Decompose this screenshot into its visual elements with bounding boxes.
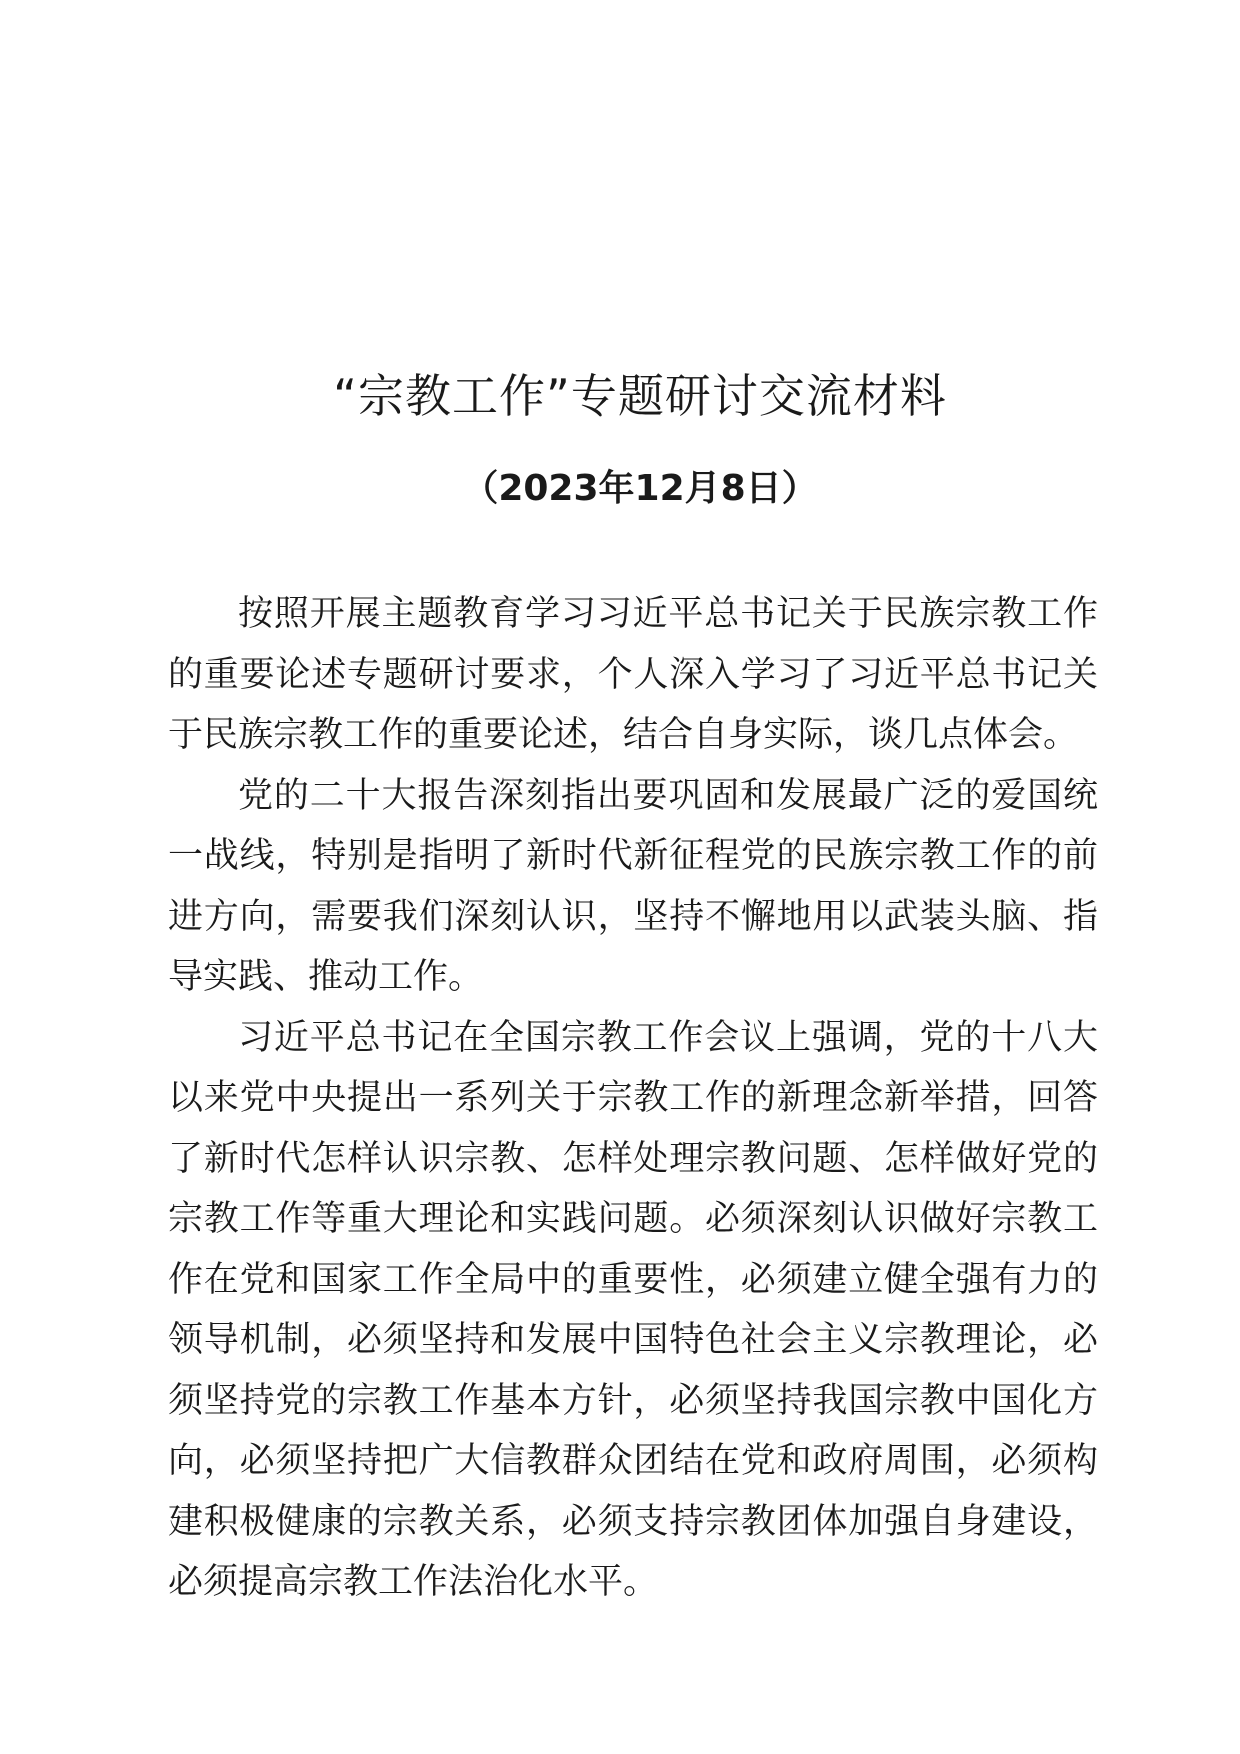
body-paragraph: 按照开展主题教育学习习近平总书记关于民族宗教工作的重要论述专题研讨要求，个人深入学习了习近平总书记关于民族宗教工作的重要论述，结合自身实际，谈几点体会。 [168,594,1098,755]
body-paragraph: 习近平总书记在全国宗教工作会议上强调，党的十八大以来党中央提出一系列关于宗教工作的新理念新举措，回答了新时代怎样认识宗教、怎样处理宗教问题、怎样做好党的宗教工作等重大理论和实践问题。必须深刻认识做好宗教工作在党和国家工作全局中的重要性，必须建立健全强有力的领导机制，必须坚持和发展中国特色社会主义宗教理论，必须坚持党的宗教工作基本方针，必须坚持我国宗教中国化方向，必须坚持把广大信教群众团结在党和政府周围，必须构建积极健康的宗教关系，必须支持宗教团体加强自身建设，必须提高宗教工作法治化水平。 [168,1017,1098,1602]
body-paragraph: 党的二十大报告深刻指出要巩固和发展最广泛的爱国统一战线，特别是指明了新时代新征程党的民族宗教工作的前进方向，需要我们深刻认识，坚持不懈地用以武装头脑、指导实践、推动工作。 [168,775,1098,997]
document-title: “宗教工作”专题研讨交流材料 [333,369,947,423]
document-date: （2023年12月8日） [462,468,818,509]
document-body [168,584,1098,1613]
